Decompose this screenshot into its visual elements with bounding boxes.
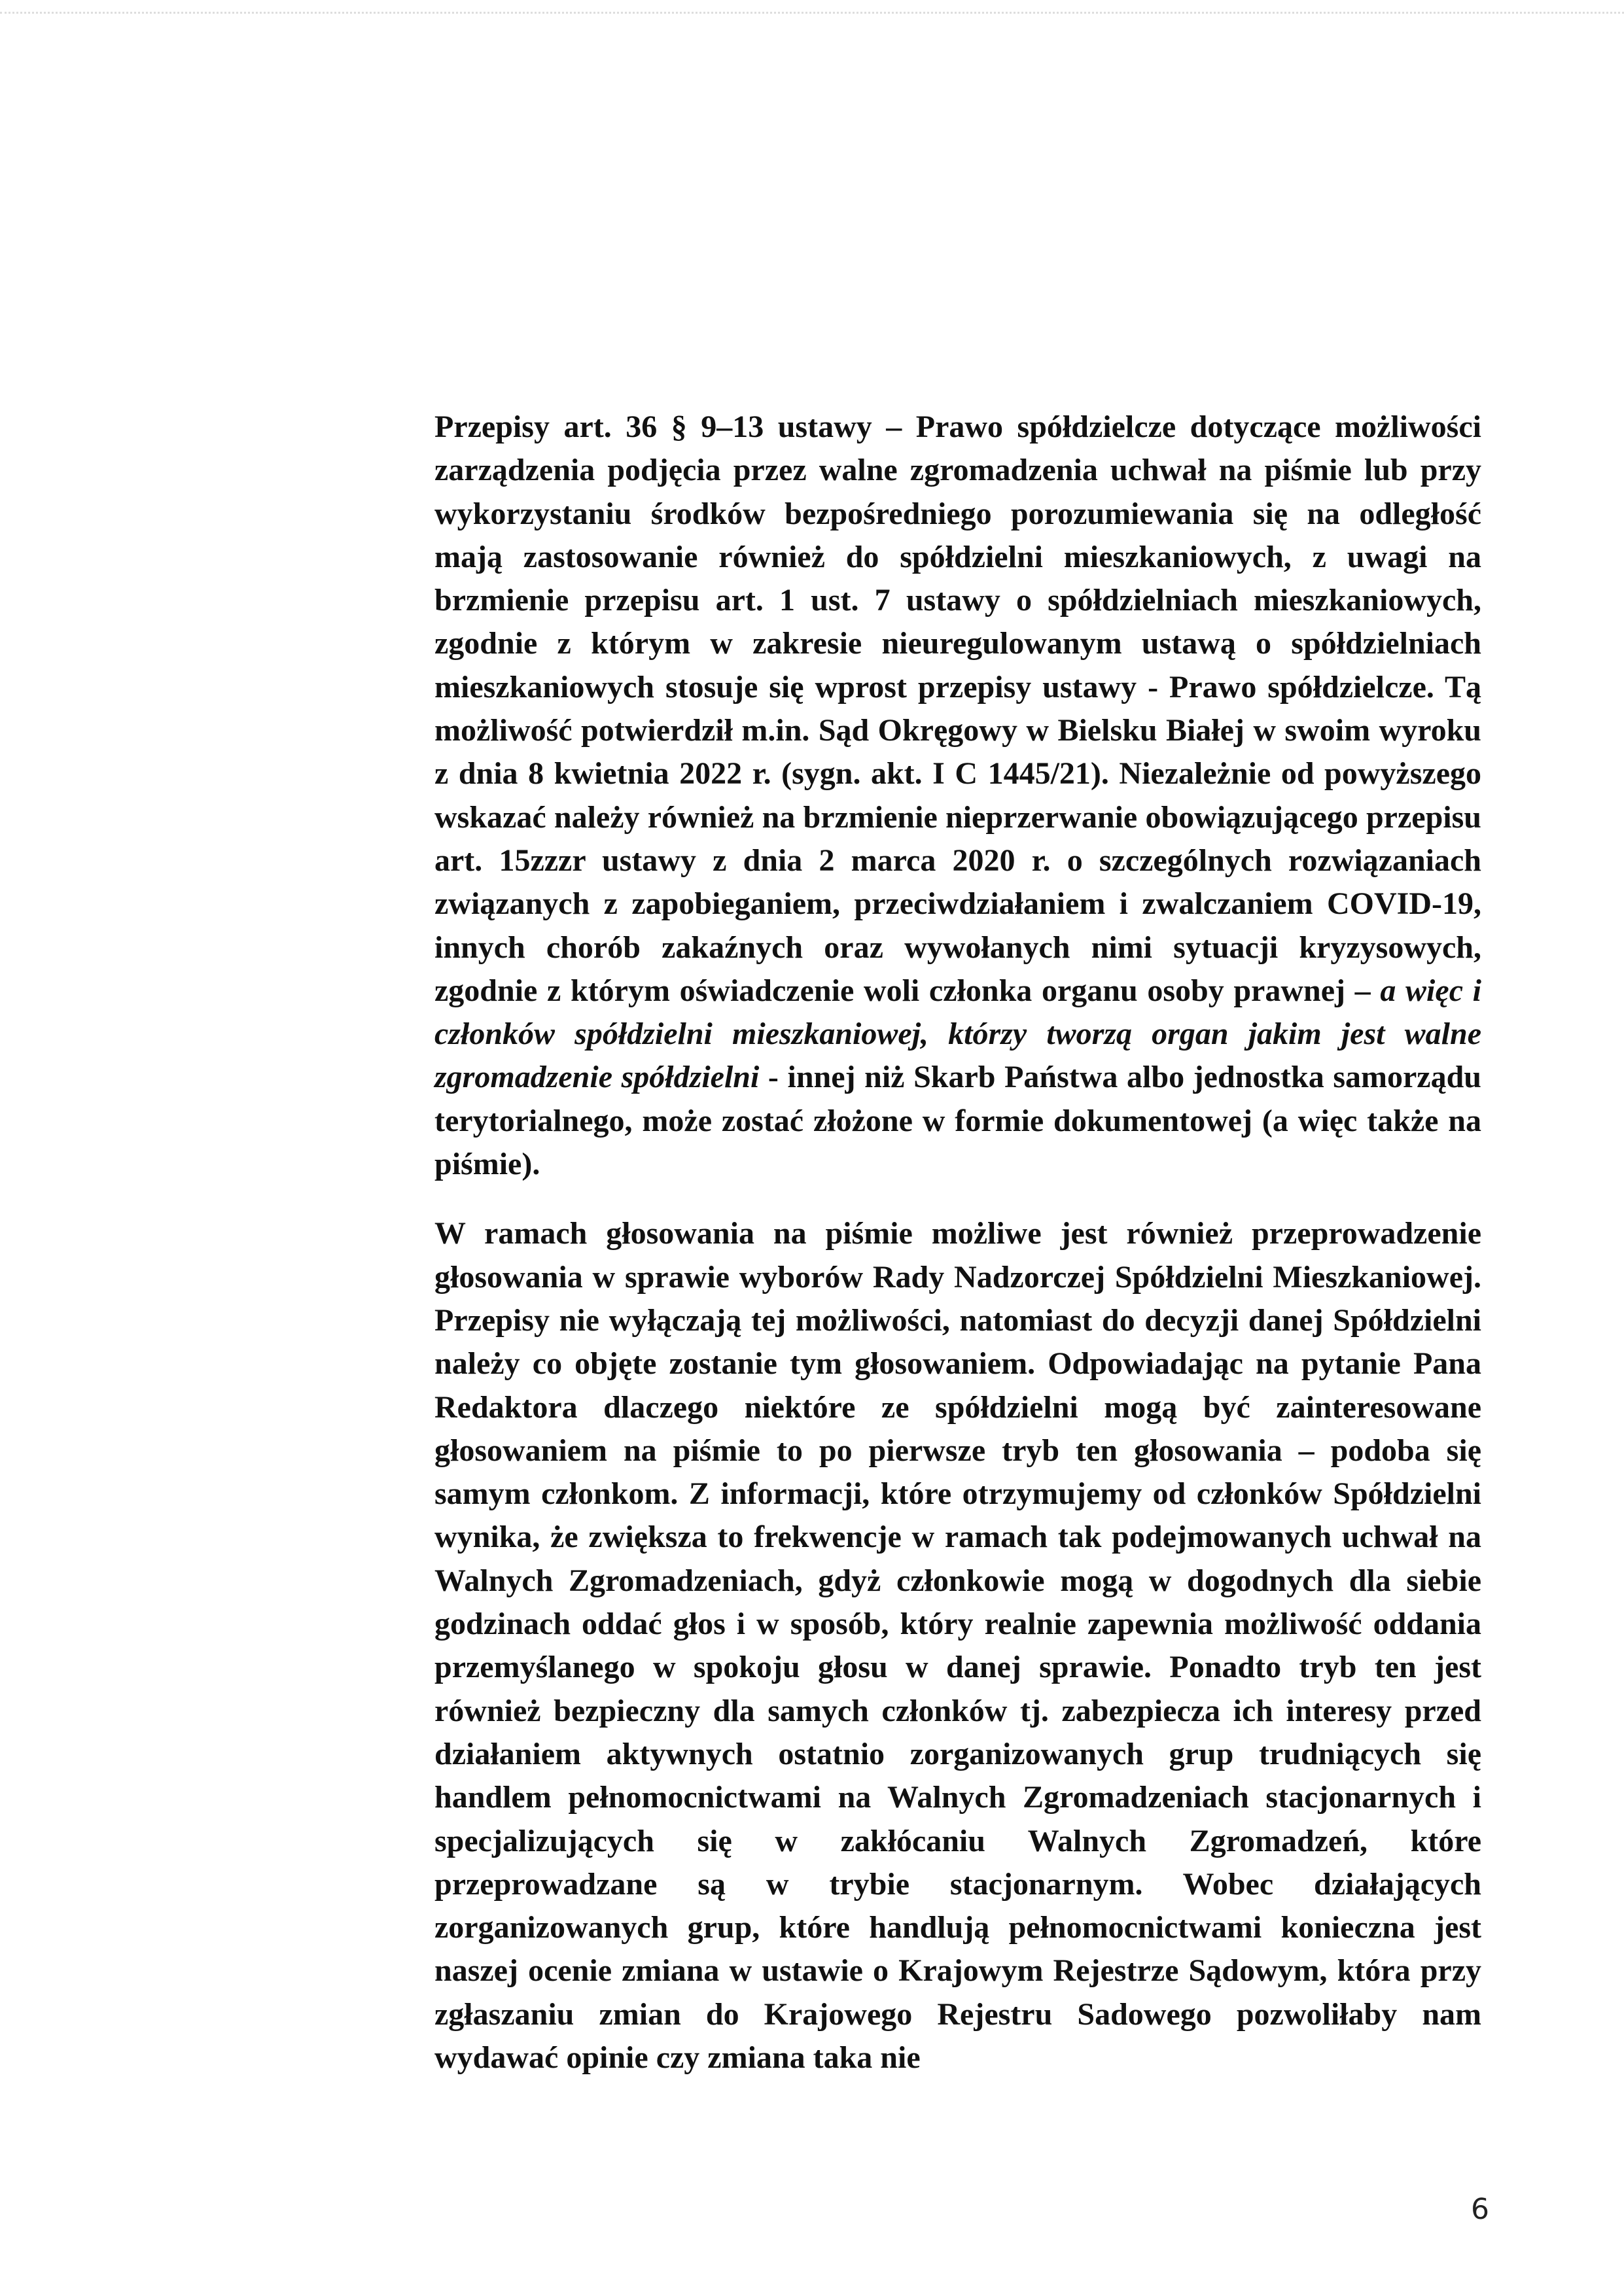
paragraph-legal-basis-text: Przepisy art. 36 § 9–13 ustawy – Prawo spółdzielcze dotyczące możliwości zarządzenia podjęcia przez walne zgromadzenia uchwał na piśmie lub przy wykorzystaniu środków bezpośredniego porozumiewania się na odległość mają zastosowanie również do spółdzielni mieszkaniowych, z uwagi na brzmienie przepisu art. 1 ust. 7 ustawy o spółdzielniach mieszkaniowych, zgodnie z którym w zakresie nieuregulowanym ustawą o spółdzielniach mieszkaniowych stosuje się wprost przepisy ustawy - Prawo spółdzielcze. Tą możliwość potwierdził m.in. Sąd Okręgowy w Bielsku Białej w swoim wyroku z dnia 8 kwietnia 2022 r. (sygn. akt. I C 1445/21). Niezależnie od powyższego wskazać należy również na brzmienie nieprzerwanie obowiązującego przepisu art. 15zzzr ustawy z dnia 2 marca 2020 r. o szczególnych rozwiązaniach związanych z zapobieganiem, przeciwdziałaniem i zwalczaniem COVID-19, innych chorób zakaźnych oraz wywołanych nimi sytuacji kryzysowych, zgodnie z którym oświadczenie woli członka organu osoby prawnej – <box>434 409 1481 1008</box>
page-number: 6 <box>1471 2193 1489 2226</box>
paragraph-legal-basis <box>434 406 1481 1186</box>
paragraph-legal-basis-emphasis: a więc i członków spółdzielni mieszkaniowej, którzy tworzą organ jakim jest walne zgromadzenie spółdzielni <box>434 973 1482 1095</box>
scan-edge-artifact <box>0 12 1624 27</box>
paragraph-legal-basis-ending: - innej niż Skarb Państwa albo jednostka samorządu terytorialnego, może zostać złożone w formie dokumentowej (a więc także na piśmie). <box>434 1060 1481 1182</box>
document-body <box>434 406 1481 2079</box>
paragraph-written-voting: W ramach głosowania na piśmie możliwe jest również przeprowadzenie głosowania w sprawie wyborów Rady Nadzorczej Spółdzielni Mieszkaniowej. Przepisy nie wyłączają tej możliwości, natomiast do decyzji danej Spółdzielni należy co objęte zostanie tym głosowaniem. Odpowiadając na pytanie Pana Redaktora dlaczego niektóre ze spółdzielni mogą być zainteresowane głosowaniem na piśmie to po pierwsze tryb ten głosowania – podoba się samym członkom. Z informacji, które otrzymujemy od członków Spółdzielni wynika, że zwiększa to frekwencje w ramach tak podejmowanych uchwał na Walnych Zgromadzeniach, gdyż członkowie mogą w dogodnych dla siebie godzinach oddać głos i w sposób, który realnie zapewnia możliwość oddania przemyślanego w spokoju głosu w danej sprawie. Ponadto tryb ten jest również bezpieczny dla samych członków tj. zabezpiecza ich interesy przed działaniem aktywnych ostatnio zorganizowanych grup trudniących się handlem pełnomocnictwami na Walnych Zgromadzeniach stacjonarnych i specjalizujących się w zakłócaniu Walnych Zgromadzeń, które przeprowadzane są w trybie stacjonarnym. Wobec działających zorganizowanych grup, które handlują pełnomocnictwami konieczna jest naszej ocenie zmiana w ustawie o Krajowym Rejestrze Sądowym, która przy zgłaszaniu zmian do Krajowego Rejestru Sadowego pozwoliłaby nam wydawać opinie czy zmiana taka nie <box>434 1216 1481 2075</box>
